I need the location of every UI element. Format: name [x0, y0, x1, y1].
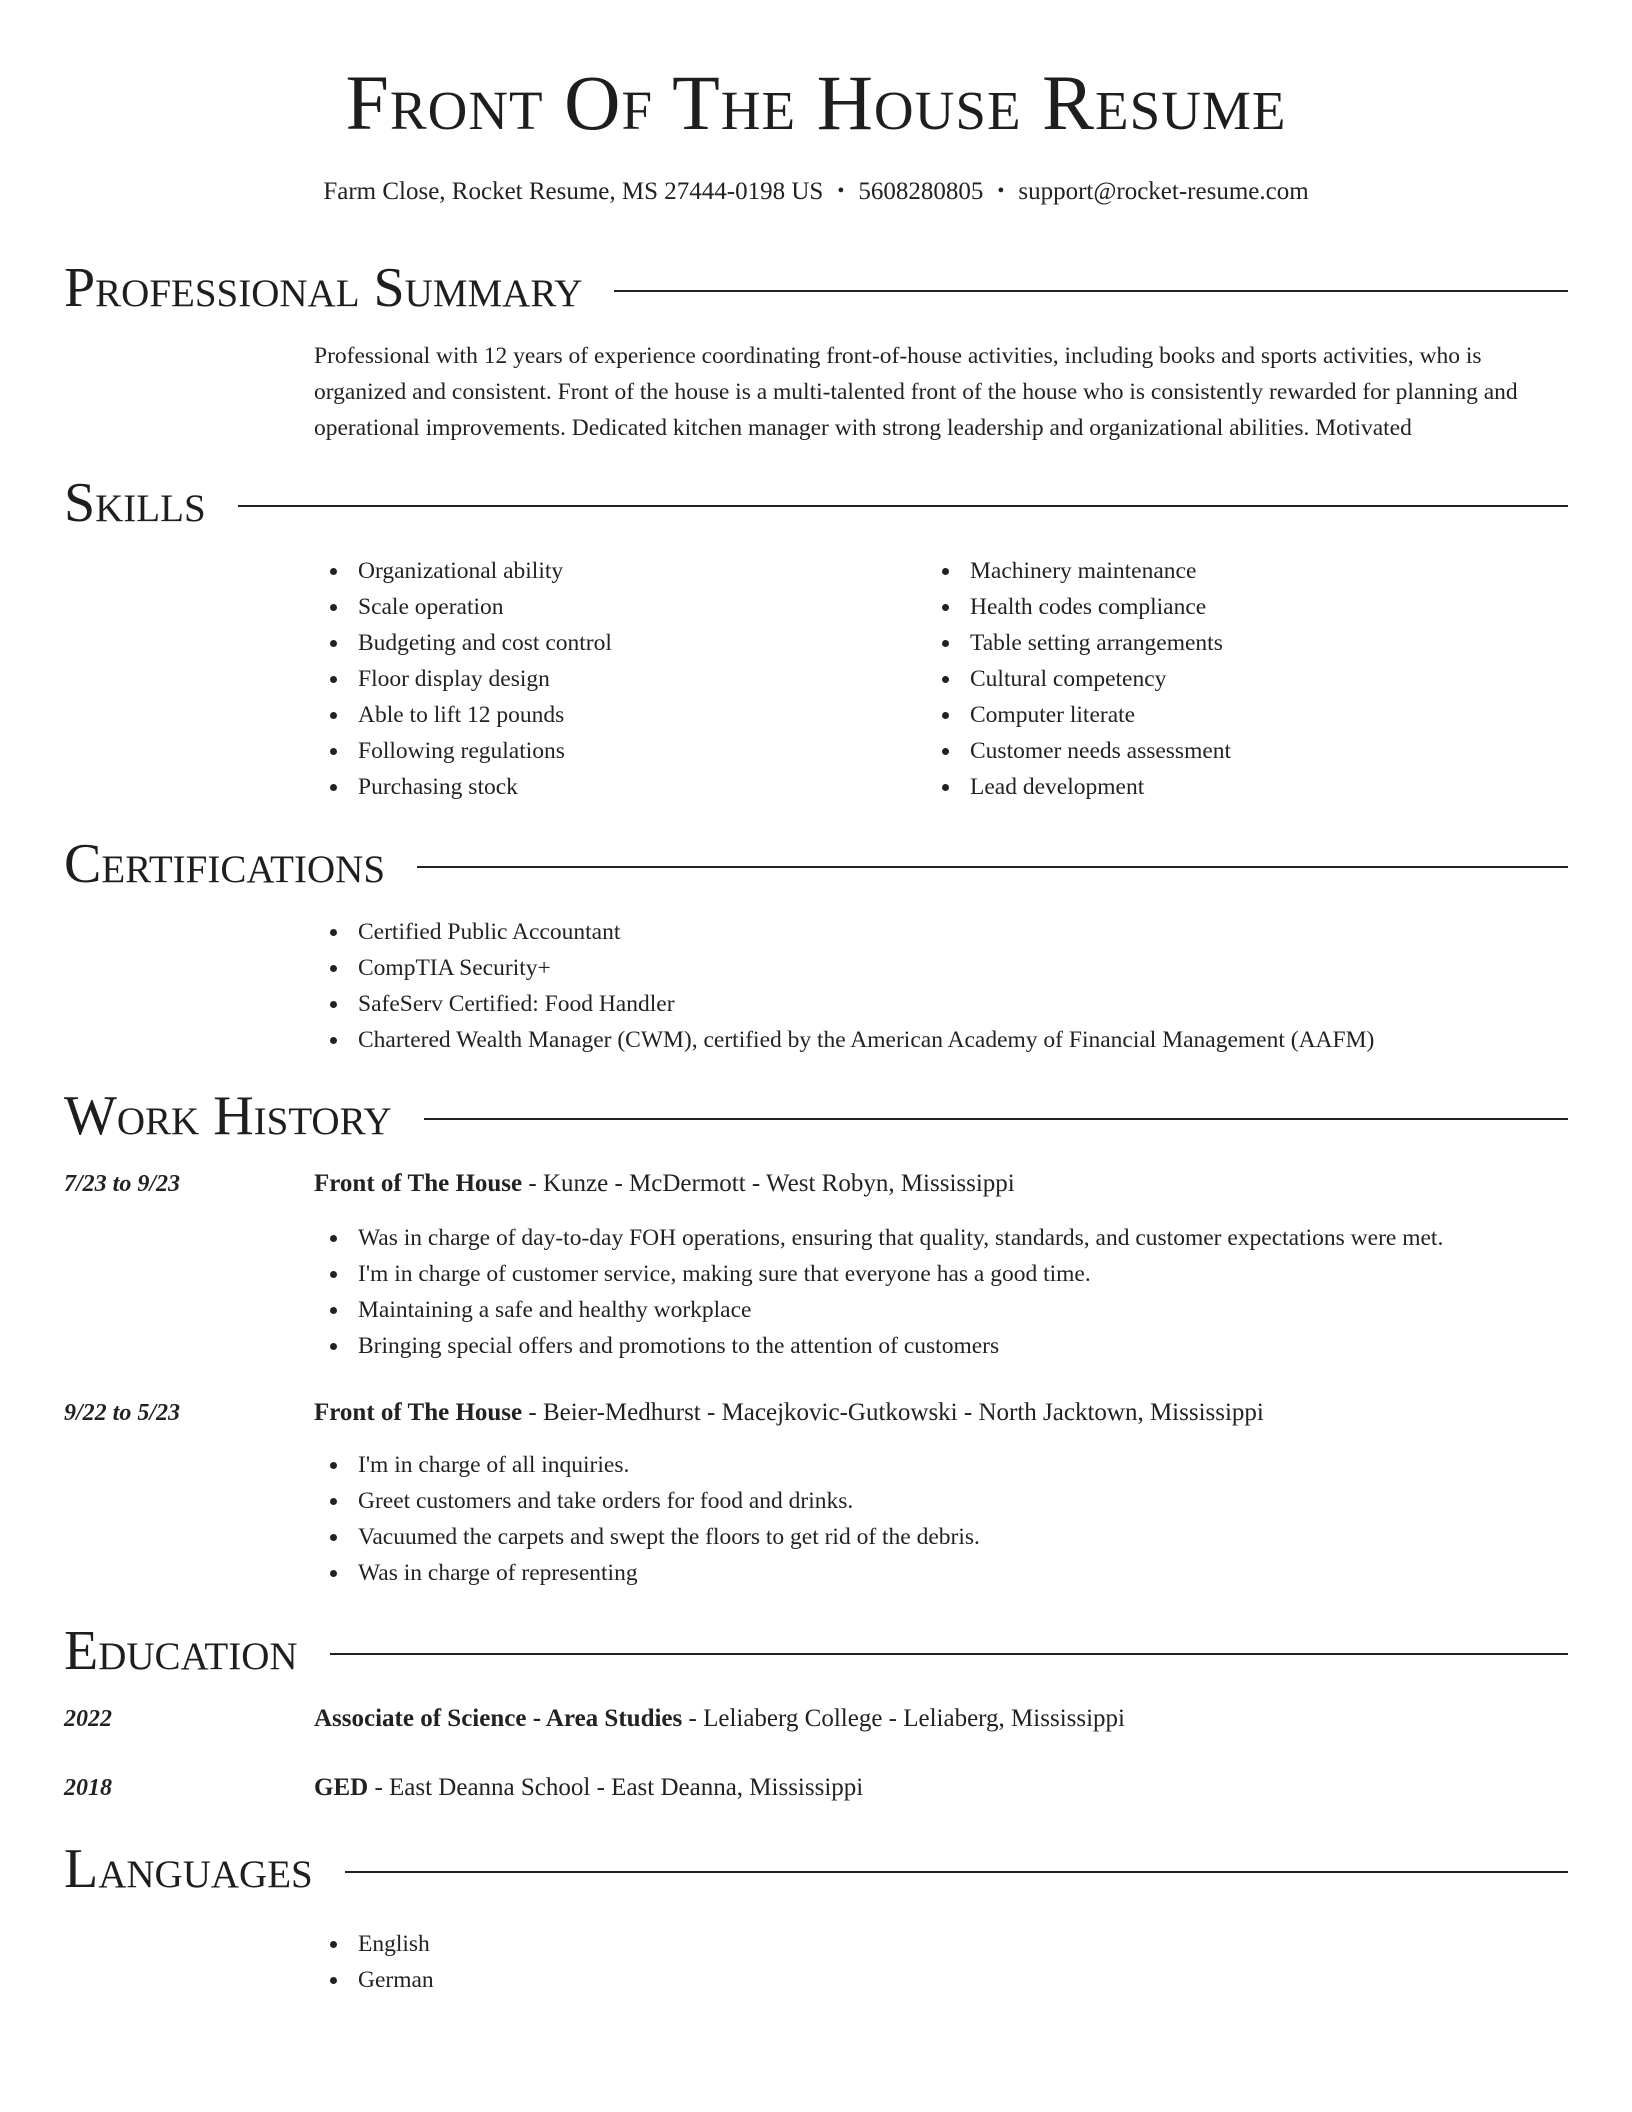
education-school: - East Deanna School - East Deanna, Mississippi [368, 1774, 864, 1801]
skill-item: Computer literate [926, 697, 1231, 733]
languages-list [314, 1926, 434, 1998]
job-employer: - Kunze - McDermott - West Robyn, Mississippi [522, 1170, 1015, 1197]
job-duty: Was in charge of day-to-day FOH operations, ensuring that quality, standards, and customer expectations were met. [314, 1220, 1443, 1256]
job-duty: Maintaining a safe and healthy workplace [314, 1292, 1443, 1328]
skill-item: Purchasing stock [314, 769, 612, 805]
certification-item: CompTIA Security+ [314, 950, 1374, 986]
education-school: - Leliaberg College - Leliaberg, Mississippi [682, 1705, 1125, 1732]
contact-email: support@rocket-resume.com [1018, 178, 1309, 205]
job-title-line [314, 1166, 1015, 1202]
job-dates: 9/22 to 5/23 [64, 1400, 181, 1426]
job-title-line [314, 1395, 1264, 1431]
contact-line [0, 174, 1632, 209]
languages-section-heading [64, 1834, 1568, 1904]
job-duty: Vacuumed the carpets and swept the floors to get rid of the debris. [314, 1519, 980, 1555]
contact-phone: 5608280805 [858, 178, 984, 205]
language-item: German [314, 1962, 434, 1998]
education-degree: GED [314, 1774, 369, 1801]
skills-list-right [926, 553, 1231, 805]
section-divider [345, 1871, 1568, 1873]
language-item: English [314, 1926, 434, 1962]
section-divider [330, 1653, 1568, 1655]
skill-item: Health codes compliance [926, 589, 1231, 625]
job-title: Front of The House [314, 1170, 523, 1197]
job-duty: Was in charge of representing [314, 1555, 980, 1591]
job-employer: - Beier-Medhurst - Macejkovic-Gutkowski - North Jacktown, Mississippi [522, 1399, 1264, 1426]
skill-item: Following regulations [314, 733, 612, 769]
skills-section-heading [64, 468, 1568, 538]
work-heading: Work History [64, 1085, 392, 1147]
job-duty: Greet customers and take orders for food and drinks. [314, 1483, 980, 1519]
section-divider [238, 505, 1568, 507]
skill-item: Floor display design [314, 661, 612, 697]
job-duty: I'm in charge of customer service, making sure that everyone has a good time. [314, 1256, 1443, 1292]
job-duty: Bringing special offers and promotions to the attention of customers [314, 1328, 1443, 1364]
skill-item: Organizational ability [314, 553, 612, 589]
section-divider [614, 290, 1568, 292]
education-year: 2022 [64, 1706, 112, 1732]
resume-title: Front Of The House Resume [345, 59, 1287, 146]
section-divider [424, 1118, 1568, 1120]
skills-heading: Skills [64, 472, 206, 534]
skill-item: Machinery maintenance [926, 553, 1231, 589]
certifications-heading: Certifications [64, 833, 386, 895]
work-section-heading [64, 1081, 1568, 1151]
education-year: 2018 [64, 1775, 112, 1801]
summary-text: Professional with 12 years of experience coordinating front-of-house activities, including books and sports activities, who is organized and consistent. Front of the house is a multi-talented front of the house who is consistently rewarded for planning and operational improvements. Dedicated kitchen manager with strong leadership and organizational abilities. Motivated [314, 343, 1518, 441]
job-duties-list [314, 1447, 980, 1591]
skill-item: Budgeting and cost control [314, 625, 612, 661]
skill-item: Cultural competency [926, 661, 1231, 697]
job-duties-list [314, 1220, 1443, 1364]
job-dates: 7/23 to 9/23 [64, 1171, 181, 1197]
certification-item: SafeServ Certified: Food Handler [314, 986, 1374, 1022]
summary-section-heading [64, 253, 1568, 323]
certification-item: Chartered Wealth Manager (CWM), certified by the American Academy of Financial Management (AAFM) [314, 1022, 1374, 1058]
contact-address: Farm Close, Rocket Resume, MS 27444-0198 US [323, 178, 824, 205]
education-degree: Associate of Science - Area Studies [314, 1705, 683, 1732]
skill-item: Able to lift 12 pounds [314, 697, 612, 733]
languages-heading: Languages [64, 1838, 313, 1900]
summary-heading: Professional Summary [64, 257, 583, 319]
contact-separator: • [997, 180, 1005, 202]
skill-item: Scale operation [314, 589, 612, 625]
skill-item: Customer needs assessment [926, 733, 1231, 769]
certification-item: Certified Public Accountant [314, 914, 1374, 950]
education-section-heading [64, 1616, 1568, 1686]
job-duty: I'm in charge of all inquiries. [314, 1447, 980, 1483]
certifications-list [314, 914, 1374, 1058]
education-heading: Education [64, 1620, 298, 1682]
section-divider [417, 866, 1568, 868]
contact-separator: • [837, 180, 845, 202]
education-entry [314, 1770, 863, 1806]
skill-item: Table setting arrangements [926, 625, 1231, 661]
skills-list-left [314, 553, 612, 805]
job-title: Front of The House [314, 1399, 523, 1426]
skill-item: Lead development [926, 769, 1231, 805]
certifications-section-heading [64, 829, 1568, 899]
education-entry [314, 1701, 1125, 1737]
